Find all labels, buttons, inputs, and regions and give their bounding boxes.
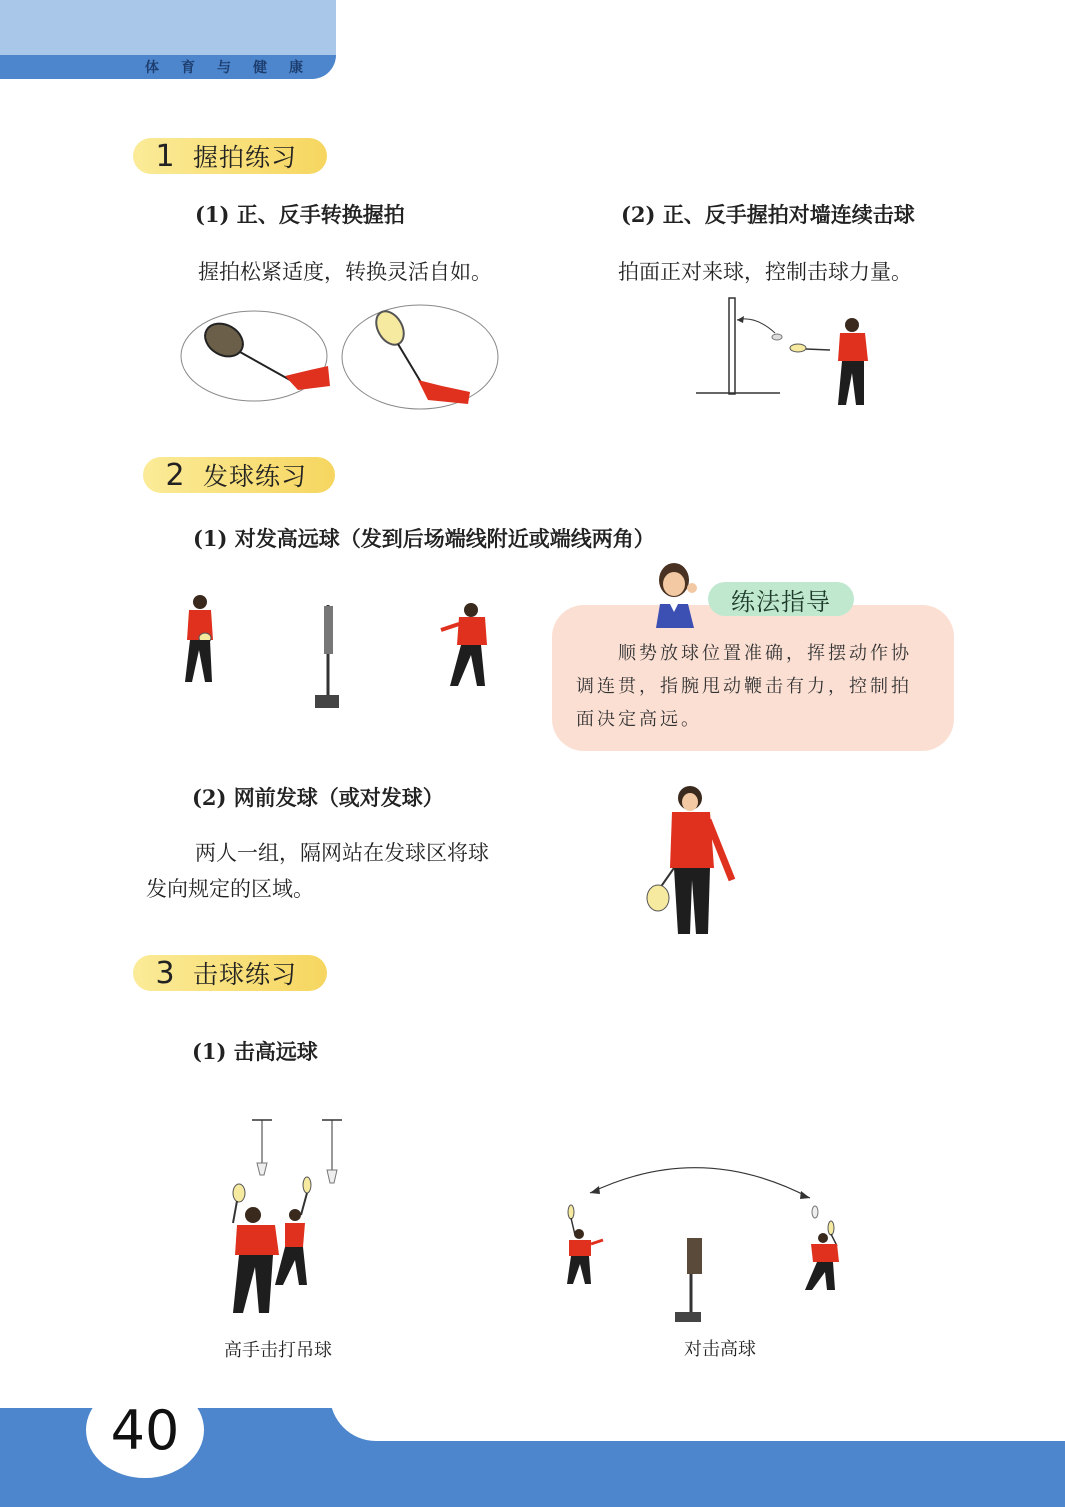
section2-title: 发球练习 [203,462,308,491]
tip-line-3: 面决定高远。 [576,709,702,730]
rally-illustration [555,1160,855,1330]
section1-number: 1 [155,138,175,174]
s1-item2-title: (2) 正、反手握拍对墙连续击球 [621,202,915,227]
s1-item1-title: (1) 正、反手转换握拍 [195,202,405,227]
s2-item2-line1: 两人一组，隔网站在发球区将球 [195,841,489,865]
overhead-drop-illustration [215,1115,355,1325]
section2-pill [143,457,335,493]
tip-title: 练法指导 [708,582,854,616]
tip-line-1: 顺势放球位置准确，挥摆动作协 [618,643,912,664]
high-serve-illustration [175,590,505,715]
grip-illustration [180,300,510,415]
section3-pill [133,955,327,991]
s2-item2-line2: 发向规定的区域。 [146,877,314,901]
s2-item2-title: (2) 网前发球（或对发球） [192,785,444,810]
s1-item2-text: 拍面正对来球，控制击球力量。 [618,260,912,284]
front-serve-player [640,780,750,940]
section1-pill [133,138,327,174]
s1-item1-text: 握拍松紧适度，转换灵活自如。 [198,260,492,284]
section2-number: 2 [165,457,185,493]
wall-practice-illustration [690,295,890,415]
page-number: 40 [86,1382,204,1478]
section1-title: 握拍练习 [193,143,298,172]
caption-left: 高手击打吊球 [224,1340,332,1361]
s2-item1-title: (1) 对发高远球（发到后场端线附近或端线两角） [193,526,655,551]
tip-line-2: 调连贯，指腕甩动鞭击有力，控制拍 [576,676,912,697]
header-band-light [0,0,336,57]
section3-number: 3 [155,955,175,991]
header-title: 体育与健康 [145,60,325,76]
s3-item1-title: (1) 击高远球 [192,1039,318,1064]
coach-avatar [650,560,702,628]
section3-title: 击球练习 [193,960,298,989]
caption-right: 对击高球 [684,1339,756,1360]
